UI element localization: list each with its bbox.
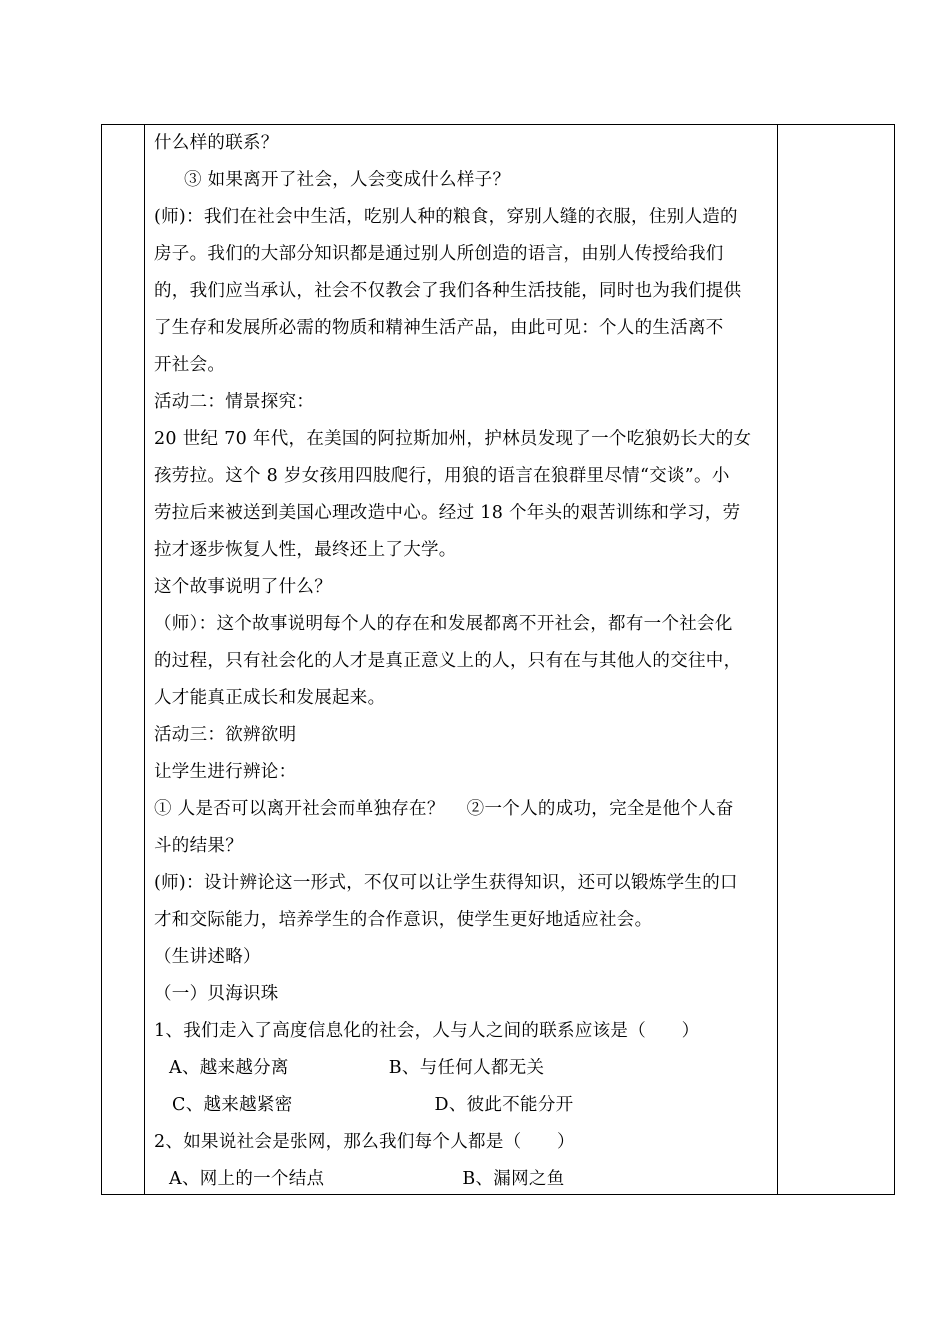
quiz-question-1: 1、我们走入了高度信息化的社会，人与人之间的联系应该是（ ）: [154, 1021, 700, 1041]
text-line: 让学生进行辨论：: [154, 762, 297, 782]
text-line: 房子。我们的大部分知识都是通过别人所创造的语言，由别人传授给我们: [154, 244, 724, 264]
activity-2-heading: 活动二：情景探究：: [154, 392, 315, 412]
text-line: 的过程，只有社会化的人才是真正意义上的人，只有在与其他人的交往中，: [154, 651, 742, 671]
text-line: 20 世纪 70 年代，在美国的阿拉斯加州，护林员发现了一个吃狼奶长大的女: [154, 429, 752, 449]
text-line: 孩劳拉。这个 8 岁女孩用四肢爬行，用狼的语言在狼群里尽情“交谈”。小: [154, 466, 730, 486]
option-b: B、与任何人都无关: [388, 1058, 545, 1078]
quiz-options-row: [154, 1161, 774, 1198]
activity-3-heading: 活动三：欲辨欲明: [154, 725, 297, 745]
text-line: 人才能真正成长和发展起来。: [154, 688, 386, 708]
text-line: (师)：我们在社会中生活，吃别人种的粮食，穿别人缝的衣服，住别人造的: [154, 207, 738, 227]
debate-questions: [154, 791, 774, 828]
section-heading: （一）贝海识珠: [154, 984, 279, 1004]
text-line: 的，我们应当承认，社会不仅教会了我们各种生活技能，同时也为我们提供: [154, 281, 742, 301]
quiz-options-row: [154, 1087, 774, 1124]
option-c: C、越来越紧密: [172, 1095, 293, 1115]
lesson-table: [101, 124, 895, 1195]
option-d: D、彼此不能分开: [434, 1095, 574, 1115]
option-b: B、漏网之鱼: [462, 1169, 565, 1189]
text-line: （生讲述略）: [154, 947, 261, 967]
quiz-question-2: 2、如果说社会是张网，那么我们每个人都是（ ）: [154, 1132, 575, 1152]
debate-question-1: ① 人是否可以离开社会而单独存在？: [154, 799, 445, 819]
debate-question-2: ②一个人的成功，完全是他个人奋: [466, 799, 734, 819]
text-line: 这个故事说明了什么？: [154, 577, 332, 597]
text-line: 什么样的联系？: [154, 133, 279, 153]
option-a: A、网上的一个结点: [169, 1169, 325, 1189]
text-line: 劳拉后来被送到美国心理改造中心。经过 18 个年头的艰苦训练和学习，劳: [154, 503, 741, 523]
text-line: 了生存和发展所必需的物质和精神生活产品，由此可见：个人的生活离不: [154, 318, 724, 338]
text-line: 开社会。: [154, 355, 226, 375]
text-line: 拉才逐步恢复人性，最终还上了大学。: [154, 540, 457, 560]
column-divider-right: [777, 125, 778, 1194]
text-line: 斗的结果？: [154, 836, 243, 856]
question-3: ③ 如果离开了社会，人会变成什么样子？: [184, 170, 511, 190]
lesson-content: [154, 125, 774, 1198]
quiz-options-row: [154, 1050, 774, 1087]
text-line: （师）：这个故事说明每个人的存在和发展都离不开社会，都有一个社会化: [154, 614, 733, 634]
column-divider-left: [144, 125, 145, 1194]
option-a: A、越来越分离: [169, 1058, 289, 1078]
text-line: 才和交际能力，培养学生的合作意识，使学生更好地适应社会。: [154, 910, 653, 930]
text-line: (师)：设计辨论这一形式，不仅可以让学生获得知识，还可以锻炼学生的口: [154, 873, 738, 893]
